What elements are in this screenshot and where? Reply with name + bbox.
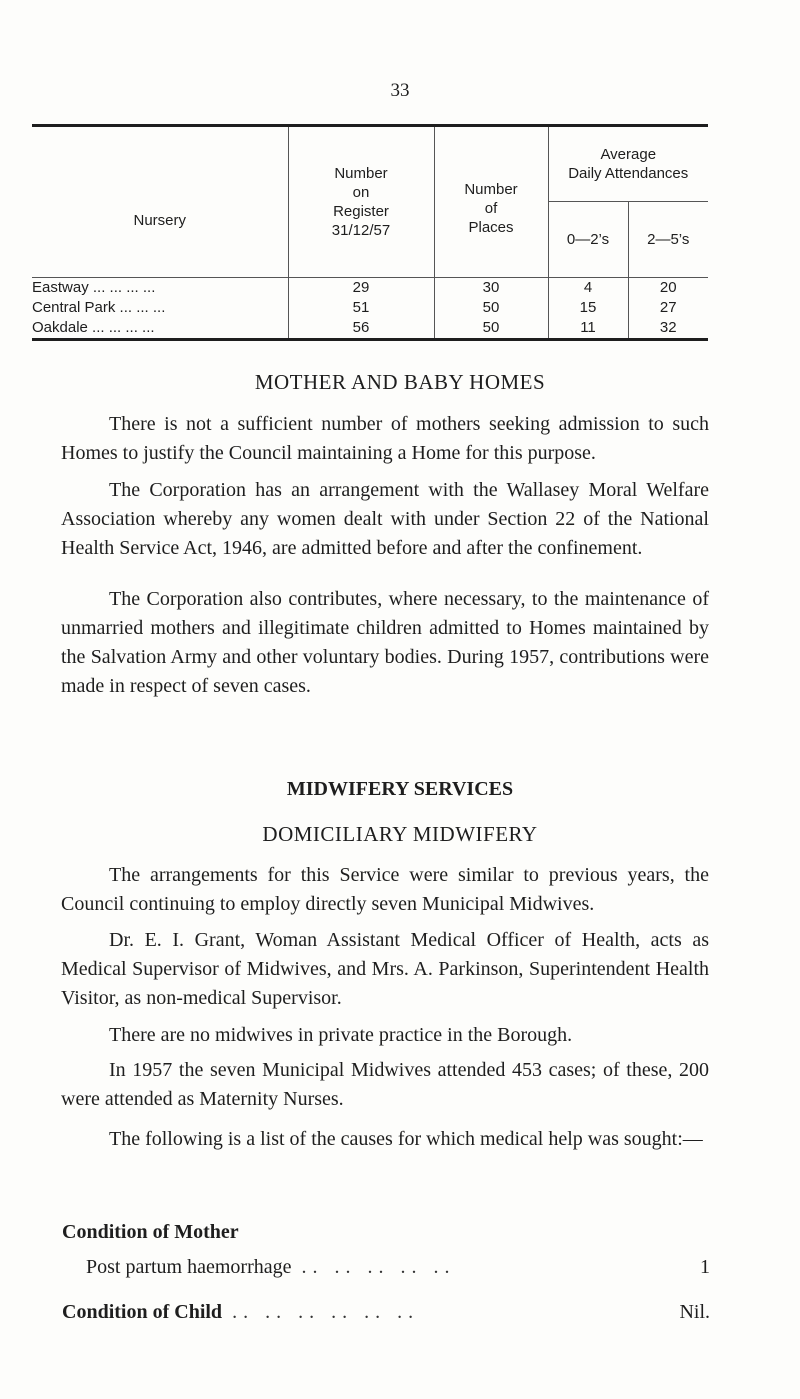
- mother-baby-paragraph-1: There is not a sufficient number of mothers seeking admission to such Homes to justify the Council maintaining a Home for this purpose.: [61, 413, 709, 464]
- child-condition-count: Nil.: [679, 1301, 710, 1323]
- nursery-name: Central Park ... ... ...: [32, 299, 166, 316]
- condition-of-child-heading: Condition of Child: [62, 1301, 223, 1323]
- age-0-2-header: 0—2’s: [548, 201, 628, 277]
- table-row: [32, 298, 708, 318]
- midwifery-paragraph-4: In 1957 the seven Municipal Midwives attended 453 cases; of these, 200 were attended as Maternity Nurses.: [61, 1059, 709, 1110]
- nursery-table-section: [32, 124, 708, 341]
- attendance-group-header: Average Daily Attendances: [548, 127, 708, 201]
- places-header: Number of Places: [434, 127, 548, 278]
- table-row: [32, 318, 708, 338]
- midwifery-subtitle: DOMICILIARY MIDWIFERY: [262, 822, 538, 846]
- register-value: 56: [288, 318, 434, 338]
- leader-dots: .. .. .. .. .. ..: [232, 1301, 420, 1323]
- age-0-2-value: 15: [548, 298, 628, 318]
- places-value: 50: [434, 318, 548, 338]
- mother-condition-count: 1: [700, 1256, 710, 1278]
- places-value: 50: [434, 298, 548, 318]
- mother-condition-label: Post partum haemorrhage: [86, 1256, 292, 1278]
- nursery-name: Oakdale ... ... ... ...: [32, 319, 155, 336]
- places-value: 30: [434, 278, 548, 299]
- age-2-5-value: 27: [628, 298, 708, 318]
- register-value: 29: [288, 278, 434, 299]
- age-2-5-header: 2—5’s: [628, 201, 708, 277]
- age-0-2-value: 4: [548, 278, 628, 299]
- mother-baby-paragraph-2: The Corporation has an arrangement with the Wallasey Moral Welfare Association whereby any women dealt with under Section 22 of the National Health Service Act, 1946, are admitted before and after the confinement.: [61, 479, 709, 559]
- register-value: 51: [288, 298, 434, 318]
- nursery-name: Eastway ... ... ... ...: [32, 279, 156, 296]
- condition-of-mother-heading: Condition of Mother: [62, 1221, 239, 1243]
- age-2-5-value: 20: [628, 278, 708, 299]
- mother-baby-paragraph-3: The Corporation also contributes, where necessary, to the maintenance of unmarried mothers and illegitimate children admitted to Homes maintained by the Salvation Army and other voluntary bodies. During 1957, contributions were made in respect of seven cases.: [61, 588, 709, 697]
- mother-baby-title: MOTHER AND BABY HOMES: [254, 370, 546, 394]
- leader-dots: .. .. .. .. ..: [301, 1256, 456, 1278]
- nursery-header: Nursery: [32, 127, 288, 278]
- midwifery-paragraph-1: The arrangements for this Service were similar to previous years, the Council continuing to employ directly seven Municipal Midwives.: [61, 864, 709, 915]
- age-2-5-value: 32: [628, 318, 708, 338]
- table-bottom-rule: [32, 338, 708, 341]
- table-row: [32, 278, 708, 299]
- mother-condition-line: [86, 1256, 710, 1279]
- age-0-2-value: 11: [548, 318, 628, 338]
- page-number: 33: [390, 80, 410, 101]
- midwifery-paragraph-2: Dr. E. I. Grant, Woman Assistant Medical Officer of Health, acts as Medical Supervisor of Midwives, and Mrs. A. Parkinson, Superintendent Health Visitor, as non-medical Supervisor.: [61, 929, 709, 1009]
- condition-of-child-line: [62, 1301, 710, 1324]
- midwifery-title: MIDWIFERY SERVICES: [286, 778, 514, 800]
- register-header: Number on Register 31/12/57: [288, 127, 434, 278]
- nursery-table: [32, 127, 708, 338]
- midwifery-paragraph-5: The following is a list of the causes for which medical help was sought:—: [109, 1128, 703, 1150]
- midwifery-paragraph-3: There are no midwives in private practice in the Borough.: [109, 1024, 573, 1046]
